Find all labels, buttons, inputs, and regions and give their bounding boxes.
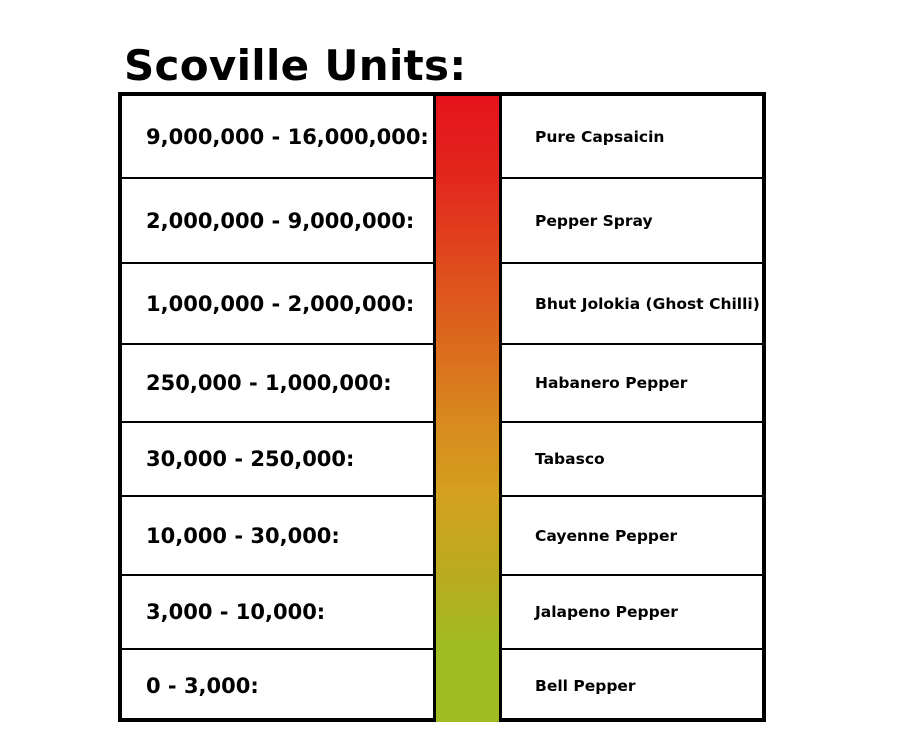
row-divider xyxy=(502,495,766,497)
heat-level-swatch xyxy=(436,496,499,575)
heat-gradient-bar xyxy=(433,96,502,718)
page-title: Scoville Units: xyxy=(124,41,467,90)
row-divider xyxy=(502,177,766,179)
heat-level-swatch xyxy=(436,575,499,649)
row-divider xyxy=(122,421,433,423)
row-divider xyxy=(122,177,433,179)
row-divider xyxy=(122,343,433,345)
row-divider xyxy=(122,262,433,264)
scoville-range-label: 250,000 - 1,000,000: xyxy=(146,371,392,395)
pepper-name-label: Bhut Jolokia (Ghost Chilli) xyxy=(535,294,760,313)
heat-level-swatch xyxy=(436,649,499,722)
row-divider xyxy=(122,495,433,497)
row-divider xyxy=(122,648,433,650)
row-divider xyxy=(502,262,766,264)
scoville-range-label: 3,000 - 10,000: xyxy=(146,600,326,624)
row-divider xyxy=(502,421,766,423)
row-divider xyxy=(502,343,766,345)
range-column xyxy=(122,96,433,718)
pepper-name-label: Pepper Spray xyxy=(535,211,653,230)
heat-level-swatch xyxy=(436,178,499,263)
pepper-name-label: Habanero Pepper xyxy=(535,374,688,392)
pepper-name-label: Jalapeno Pepper xyxy=(535,603,678,621)
row-divider xyxy=(122,574,433,576)
scoville-range-label: 1,000,000 - 2,000,000: xyxy=(146,291,415,316)
scoville-range-label: 30,000 - 250,000: xyxy=(146,447,355,471)
heat-level-swatch xyxy=(436,344,499,422)
heat-level-swatch xyxy=(436,422,499,496)
row-divider xyxy=(502,648,766,650)
scoville-range-label: 2,000,000 - 9,000,000: xyxy=(146,208,415,233)
scoville-range-label: 10,000 - 30,000: xyxy=(146,523,340,548)
pepper-name-label: Tabasco xyxy=(535,450,605,468)
heat-level-swatch xyxy=(436,96,499,178)
pepper-name-label: Pure Capsaicin xyxy=(535,128,665,146)
heat-level-swatch xyxy=(436,263,499,344)
row-divider xyxy=(502,574,766,576)
scoville-table xyxy=(118,92,766,722)
scoville-range-label: 9,000,000 - 16,000,000: xyxy=(146,125,429,149)
pepper-name-label: Bell Pepper xyxy=(535,676,636,695)
scoville-range-label: 0 - 3,000: xyxy=(146,673,259,698)
pepper-name-label: Cayenne Pepper xyxy=(535,526,678,545)
